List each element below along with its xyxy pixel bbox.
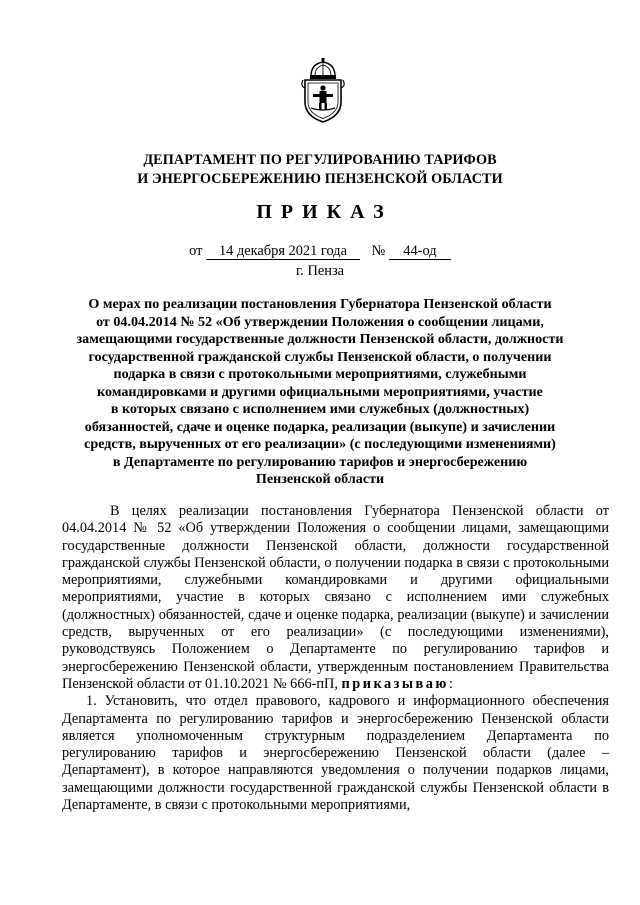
preamble-end: :	[448, 675, 453, 692]
department-line-1: ДЕПАРТАМЕНТ ПО РЕГУЛИРОВАНИЮ ТАРИФОВ	[143, 152, 497, 168]
subject-line: Пензенской области	[255, 471, 385, 487]
order-date-line	[0, 243, 640, 260]
subject-line: замещающими государственные должности Пензенской области, должности	[76, 331, 564, 347]
subject-line: командировками и другими официальными мероприятиями, участие	[97, 383, 543, 400]
from-label: от	[189, 243, 203, 259]
subject-line: в которых связано с исполнением ими служебных (должностных)	[110, 401, 530, 417]
subject-line: от 04.04.2014 № 52 «Об утверждении Положения о сообщении лицами,	[96, 313, 544, 330]
order-city: г. Пенза	[295, 263, 345, 279]
body-paragraph-2: 1. Установить, что отдел правового, кадрового и информационного обеспечения Департамента по регулированию тарифов и энергосбережению Пензенской области является уполномоченным структурным подразделением Департамента по регулированию тарифов и энергосбережению Пензенской области (далее – Департамент), в которое направляются уведомления о получении подарков лицами, замещающими должности государственной гражданской службы Пензенской области в Департаменте, в связи с протокольными мероприятиями,	[62, 693, 609, 814]
order-body	[62, 503, 609, 814]
order-directive: приказываю	[341, 675, 449, 692]
subject-line: в Департаменте по регулированию тарифов и энергосбережению	[112, 453, 528, 470]
department-name	[40, 151, 600, 188]
coat-of-arms-icon	[297, 58, 349, 124]
order-date: 14 декабря 2021 года	[206, 244, 360, 260]
subject-line: подарка в связи с протокольными мероприятиями, служебными	[113, 366, 527, 382]
order-subject	[70, 296, 570, 489]
subject-line: государственной гражданской службы Пензенской области, о получении	[88, 348, 552, 365]
order-number: 44-од	[389, 244, 451, 260]
subject-line: обязанностей, сдаче и оценке подарка, реализации (выкупе) и зачислении	[84, 418, 556, 435]
number-label: №	[371, 243, 386, 259]
preamble-text: В целях реализации постановления Губернатора Пензенской области от 04.04.2014 № 52 «Об утверждении Положения о сообщении лицами, замещающими государственные должности Пензенской области, должности государственной гражданской службы Пензенской области, о получении подарка в связи с протокольными мероприятиями, служебными командировками и другими официальными мероприятиями, участие в которых связано с исполнением ими служебных (должностных) обязанностей, сдаче и оценке подарка, реализации (выкупе) и зачислении средств, вырученных от его реализации» (с последующими изменениями), руководствуясь Положением о Департаменте по регулированию тарифов и энергосбережению Пензенской области, утвержденным постановлением Правительства Пензенской области от 01.10.2021 № 666-пП,	[62, 503, 609, 692]
department-line-2: И ЭНЕРГОСБЕРЕЖЕНИЮ ПЕНЗЕНСКОЙ ОБЛАСТИ	[137, 170, 503, 187]
subject-line: О мерах по реализации постановления Губернатора Пензенской области	[88, 296, 552, 312]
order-title: ПРИКАЗ	[256, 201, 393, 223]
body-paragraph-1	[62, 503, 609, 693]
subject-line: средств, вырученных от его реализации» (с последующими изменениями)	[84, 436, 556, 452]
